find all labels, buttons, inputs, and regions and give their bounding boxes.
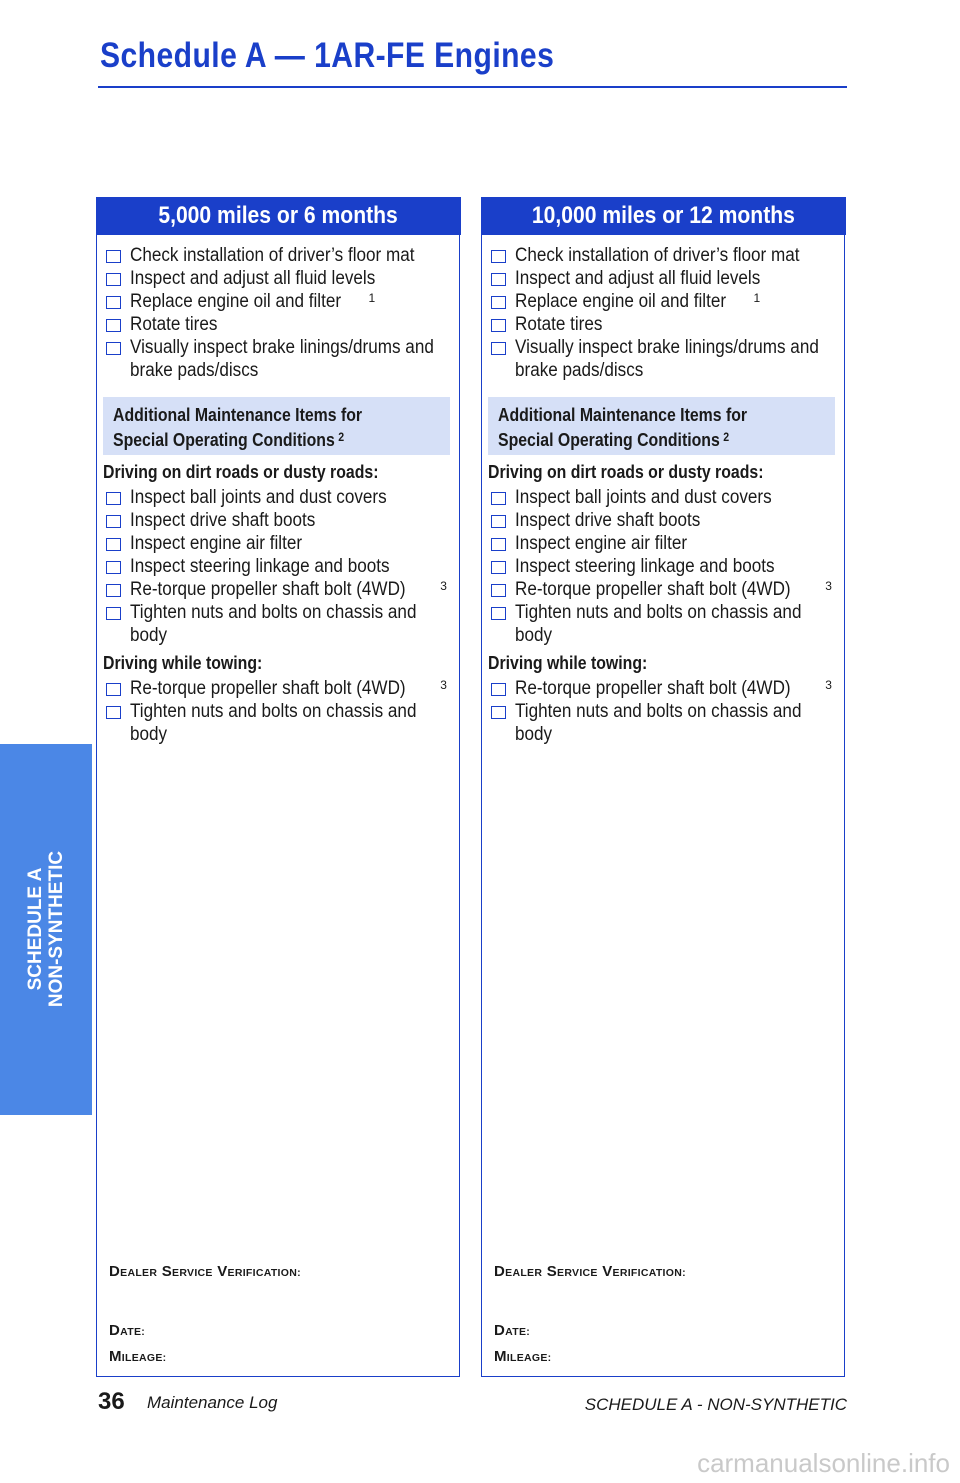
- checklist-item-text: Inspect drive shaft boots: [515, 510, 701, 531]
- checkbox-icon[interactable]: [106, 342, 121, 355]
- checklist-item: [103, 313, 455, 336]
- checklist-item-text: Inspect steering linkage and boots: [130, 556, 390, 577]
- column-10000: [481, 197, 845, 1377]
- main-checklist: [103, 244, 455, 382]
- checklist-item-text: Visually inspect brake linings/drums and brake pads/discs: [515, 337, 819, 381]
- date-label: DATE:: [109, 1322, 146, 1339]
- dirt-roads-heading: Driving on dirt roads or dusty roads:: [488, 462, 764, 482]
- checkbox-icon[interactable]: [106, 492, 121, 505]
- side-tab-line2: NON-SYNTHETIC: [46, 850, 67, 1008]
- special-conditions-line2-text: Special Operating Conditions: [113, 430, 335, 450]
- footnote-marker: 1: [368, 291, 376, 305]
- side-tab-label: [25, 851, 67, 1007]
- checkbox-icon[interactable]: [491, 706, 506, 719]
- watermark: carmanualsonline.info: [697, 1448, 950, 1478]
- checklist-item-text: Rotate tires: [130, 314, 218, 335]
- checkbox-icon[interactable]: [491, 515, 506, 528]
- checklist-item: [488, 509, 840, 532]
- date-label: DATE:: [494, 1322, 531, 1339]
- checklist-item: [103, 267, 455, 290]
- checklist-item-text: Visually inspect brake linings/drums and brake pads/discs: [130, 337, 434, 381]
- footer-left: Maintenance Log: [147, 1393, 278, 1412]
- checklist-item: [488, 290, 840, 313]
- dirt-roads-heading: Driving on dirt roads or dusty roads:: [103, 462, 379, 482]
- checklist-item: [103, 509, 455, 532]
- checkbox-icon[interactable]: [491, 250, 506, 263]
- page-number: 36: [98, 1388, 125, 1415]
- checklist-item-text: Inspect engine air filter: [130, 533, 303, 554]
- checkbox-icon[interactable]: [106, 607, 121, 620]
- checklist-item: [488, 677, 840, 700]
- checklist-item: [103, 677, 455, 700]
- checklist-item: [488, 486, 840, 509]
- checklist-item-text: Check installation of driver’s floor mat: [515, 245, 800, 266]
- checkbox-icon[interactable]: [106, 319, 121, 332]
- checkbox-icon[interactable]: [106, 584, 121, 597]
- footnote-marker: 1: [753, 291, 761, 305]
- special-conditions-box: [103, 397, 450, 455]
- checklist-item-text: Check installation of driver’s floor mat: [130, 245, 415, 266]
- checklist-item-text: Replace engine oil and filter: [515, 291, 727, 312]
- mileage-label: MILEAGE:: [109, 1348, 167, 1365]
- side-tab: [0, 744, 92, 1115]
- special-conditions-line2: [498, 428, 786, 453]
- checklist-item: [488, 313, 840, 336]
- footnote-marker: 3: [825, 579, 832, 593]
- checklist-item: [103, 290, 455, 313]
- checkbox-icon[interactable]: [491, 561, 506, 574]
- checkbox-icon[interactable]: [491, 296, 506, 309]
- checklist-item: [103, 244, 455, 267]
- footnote-marker: 2: [723, 430, 730, 444]
- footnote-marker: 3: [440, 678, 447, 692]
- footnote-marker: 3: [440, 579, 447, 593]
- dealer-verification-label: DEALER SERVICE VERIFICATION:: [109, 1263, 301, 1280]
- checklist-item-text: Inspect ball joints and dust covers: [130, 487, 387, 508]
- column-header: [481, 197, 846, 235]
- column-header-text: 10,000 miles or 12 months: [531, 201, 795, 229]
- checklist-item-text: Re-torque propeller shaft bolt (4WD): [515, 678, 791, 699]
- checklist-item: [103, 532, 455, 555]
- checklist-item-text: Inspect ball joints and dust covers: [515, 487, 772, 508]
- checkbox-icon[interactable]: [106, 561, 121, 574]
- mileage-label: MILEAGE:: [494, 1348, 552, 1365]
- column-header: [96, 197, 461, 235]
- column-5000: [96, 197, 460, 1377]
- checklist-item: [103, 601, 455, 647]
- title-rule: [98, 86, 847, 88]
- checkbox-icon[interactable]: [106, 273, 121, 286]
- checkbox-icon[interactable]: [491, 342, 506, 355]
- towing-checklist: [488, 677, 840, 746]
- towing-checklist: [103, 677, 455, 746]
- footnote-marker: 3: [825, 678, 832, 692]
- checklist-item: [488, 555, 840, 578]
- column-header-text: 5,000 miles or 6 months: [158, 201, 398, 229]
- dirt-roads-checklist: [488, 486, 840, 647]
- checklist-item-text: Inspect drive shaft boots: [130, 510, 316, 531]
- checkbox-icon[interactable]: [106, 538, 121, 551]
- towing-heading: Driving while towing:: [488, 653, 648, 673]
- checklist-item-text: Inspect and adjust all fluid levels: [515, 268, 761, 289]
- special-conditions-box: [488, 397, 835, 455]
- dealer-verification-label: DEALER SERVICE VERIFICATION:: [494, 1263, 686, 1280]
- checklist-item: [103, 578, 455, 601]
- checkbox-icon[interactable]: [106, 250, 121, 263]
- footnote-marker: 2: [338, 430, 345, 444]
- checkbox-icon[interactable]: [491, 273, 506, 286]
- checklist-item-text: Re-torque propeller shaft bolt (4WD): [515, 579, 791, 600]
- checkbox-icon[interactable]: [491, 607, 506, 620]
- side-tab-line1: SCHEDULE A: [25, 867, 46, 991]
- checkbox-icon[interactable]: [491, 584, 506, 597]
- special-conditions-line2-text: Special Operating Conditions: [498, 430, 720, 450]
- checklist-item: [488, 532, 840, 555]
- checklist-item: [488, 601, 840, 647]
- towing-heading: Driving while towing:: [103, 653, 263, 673]
- checkbox-icon[interactable]: [106, 296, 121, 309]
- checklist-item-text: Inspect engine air filter: [515, 533, 688, 554]
- checkbox-icon[interactable]: [491, 492, 506, 505]
- checkbox-icon[interactable]: [491, 538, 506, 551]
- main-checklist: [488, 244, 840, 382]
- checklist-item-text: Inspect steering linkage and boots: [515, 556, 775, 577]
- checklist-item: [488, 700, 840, 746]
- checkbox-icon[interactable]: [106, 683, 121, 696]
- checklist-item-text: Re-torque propeller shaft bolt (4WD): [130, 579, 406, 600]
- checklist-item: [488, 578, 840, 601]
- checkbox-icon[interactable]: [491, 319, 506, 332]
- checklist-item-text: Rotate tires: [515, 314, 603, 335]
- checklist-item: [103, 336, 455, 382]
- special-conditions-line2: [113, 428, 401, 453]
- checklist-item: [488, 244, 840, 267]
- checklist-item-text: Tighten nuts and bolts on chassis and body: [130, 602, 417, 646]
- checklist-item: [488, 336, 840, 382]
- page-title: Schedule A — 1AR-FE Engines: [100, 36, 555, 75]
- checklist-item-text: Inspect and adjust all fluid levels: [130, 268, 376, 289]
- checklist-item-text: Tighten nuts and bolts on chassis and body: [515, 701, 802, 745]
- checklist-item: [103, 700, 455, 746]
- checklist-item: [103, 486, 455, 509]
- checkbox-icon[interactable]: [106, 706, 121, 719]
- checkbox-icon[interactable]: [106, 515, 121, 528]
- dirt-roads-checklist: [103, 486, 455, 647]
- checklist-item-text: Tighten nuts and bolts on chassis and body: [130, 701, 417, 745]
- checklist-item-text: Tighten nuts and bolts on chassis and body: [515, 602, 802, 646]
- checklist-item: [103, 555, 455, 578]
- checklist-item: [488, 267, 840, 290]
- checklist-item-text: Re-torque propeller shaft bolt (4WD): [130, 678, 406, 699]
- special-conditions-line1: Additional Maintenance Items for: [113, 405, 363, 425]
- footer-right: SCHEDULE A - NON-SYNTHETIC: [584, 1395, 847, 1414]
- checklist-item-text: Replace engine oil and filter: [130, 291, 342, 312]
- special-conditions-line1: Additional Maintenance Items for: [498, 405, 748, 425]
- checkbox-icon[interactable]: [491, 683, 506, 696]
